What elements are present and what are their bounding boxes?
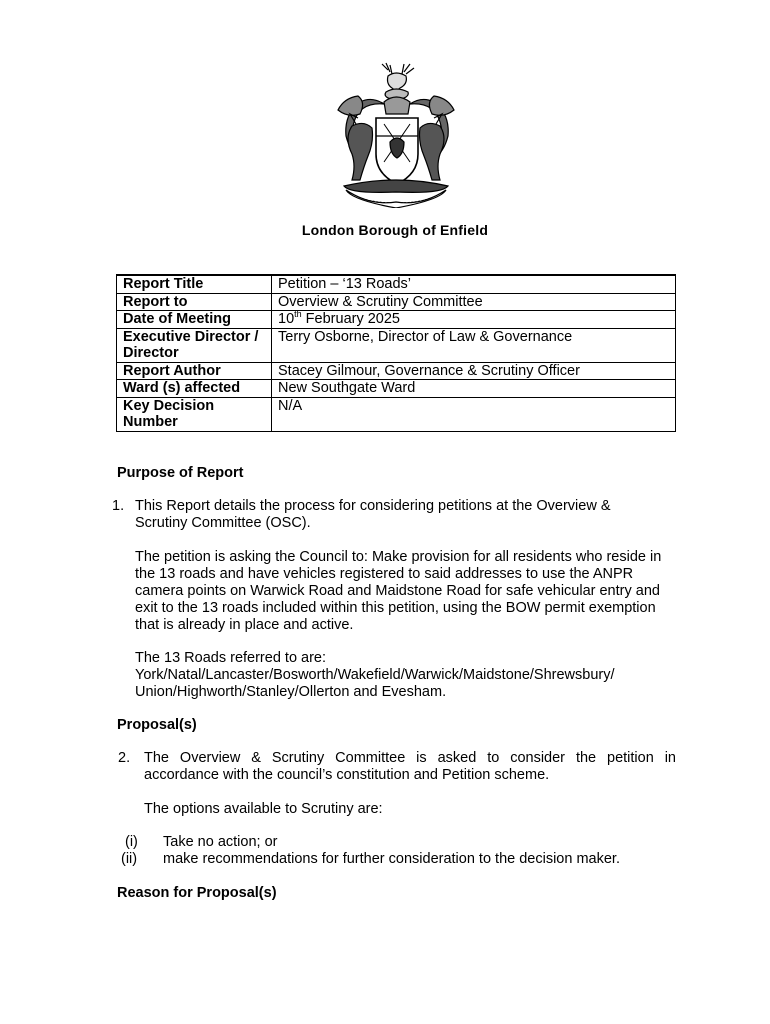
table-row — [117, 311, 676, 329]
table-row — [117, 362, 676, 380]
row-value: New Southgate Ward — [272, 380, 676, 398]
row-value: N/A — [272, 397, 676, 431]
row-label: Date of Meeting — [117, 311, 272, 329]
item-number: 1. — [112, 498, 125, 514]
meeting-date-value — [272, 311, 676, 329]
table-row — [117, 328, 676, 362]
item-number: 2. — [118, 750, 131, 766]
row-label: Key Decision Number — [117, 397, 272, 431]
organisation-title: London Borough of Enfield — [301, 222, 489, 238]
row-label: Report to — [117, 293, 272, 311]
roads-list-line-1: York/Natal/Lancaster/Bosworth/Wakefield/Warwick/Maidstone/Shrewsbury/ — [135, 667, 615, 683]
option-marker: (i) — [125, 834, 138, 850]
options-intro: The options available to Scrutiny are: — [144, 801, 383, 817]
coat-of-arms-logo — [330, 62, 462, 208]
purpose-paragraph-1: This Report details the process for considering petitions at the Overview & Scrutiny Committee (OSC). — [135, 498, 611, 531]
row-label: Ward (s) affected — [117, 380, 272, 398]
table-row — [117, 275, 676, 293]
row-label: Report Title — [117, 275, 272, 293]
section-heading-purpose: Purpose of Report — [117, 465, 244, 481]
date-suffix: th — [294, 309, 302, 320]
table-row — [117, 397, 676, 431]
row-value: Overview & Scrutiny Committee — [272, 293, 676, 311]
row-label: Executive Director / Director — [117, 328, 272, 362]
option-text: make recommendations for further consideration to the decision maker. — [163, 851, 620, 867]
row-value: Petition – ‘13 Roads’ — [272, 275, 676, 293]
proposal-paragraph-1: The Overview & Scrutiny Committee is asked to consider the petition in accordance with the council’s constitution and Petition scheme. — [144, 750, 676, 783]
section-heading-reason: Reason for Proposal(s) — [117, 885, 277, 901]
option-marker: (ii) — [121, 851, 138, 867]
roads-list-line-2: Union/Highworth/Stanley/Ollerton and Evesham. — [135, 684, 447, 700]
row-value: Terry Osborne, Director of Law & Governance — [272, 328, 676, 362]
date-day: 10 — [278, 311, 295, 327]
roads-intro: The 13 Roads referred to are: — [135, 650, 327, 666]
row-label: Report Author — [117, 362, 272, 380]
table-row — [117, 380, 676, 398]
row-value: Stacey Gilmour, Governance & Scrutiny Officer — [272, 362, 676, 380]
table-row — [117, 293, 676, 311]
date-rest: February 2025 — [301, 311, 400, 327]
purpose-paragraph-3 — [135, 650, 675, 701]
purpose-paragraph-2: The petition is asking the Council to: Make provision for all residents who reside in the 13 roads and have vehicles registered to said addresses to use the ANPR camera points on Warwick Road and Maidstone Road for safe vehicular entry and exit to the 13 roads included within this petition, using the BOW permit exemption that is already in place and active. — [135, 549, 662, 633]
report-details-table — [116, 274, 676, 432]
section-heading-proposal: Proposal(s) — [117, 717, 197, 733]
option-text: Take no action; or — [163, 834, 278, 850]
